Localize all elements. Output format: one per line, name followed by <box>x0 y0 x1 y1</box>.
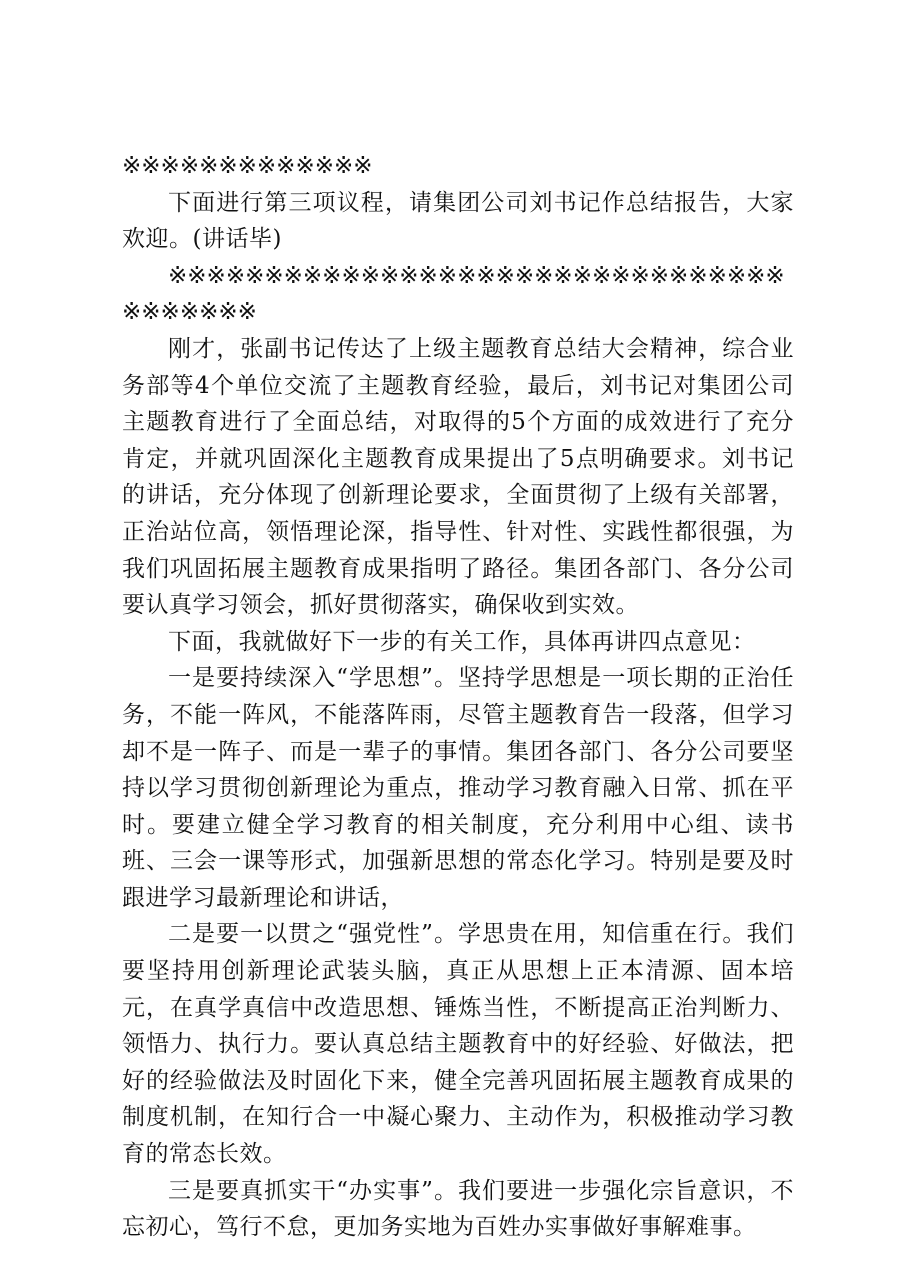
paragraph-summary: 刚才，张副书记传达了上级主题教育总结大会精神，综合业务部等4个单位交流了主题教育经验，最后，刘书记对集团公司主题教育进行了全面总结，对取得的5个方面的成效进行了充分肯定，并就巩固深化主题教育成果提出了5点明确要求。刘书记的讲话，充分体现了创新理论要求，全面贯彻了上级有关部署，正治站位高，领悟理论深，指导性、针对性、实践性都很强，为我们巩固拓展主题教育成果指明了路径。集团各部门、各分公司要认真学习领会，抓好贯彻落实，确保收到实效。 <box>122 335 794 619</box>
document-body <box>122 148 794 1246</box>
paragraph-intro: 下面，我就做好下一步的有关工作，具体再讲四点意见： <box>168 628 756 655</box>
paragraph-point-two: 二是要一以贯之“强党性”。学思贵在用，知信重在行。我们要坚持用创新理论武装头脑，真正从思想上正本清源、固本培元，在真学真信中改造思想、锤炼当性，不断提高正治判断力、领悟力、执行力。要认真总结主题教育中的好经验、好做法，把好的经验做法及时固化下来，健全完善巩固拓展主题教育成果的制度机制，在知行合一中凝心聚力、主动作为，积极推动学习教育的常态长效。 <box>122 921 794 1168</box>
separator-line: ※※※※※※※※※※※※※※※※※※※※※※※※※※※※※※※※※※※※※※※ <box>122 262 785 326</box>
paragraph-point-one: 一是要持续深入“学思想”。坚持学思想是一项长期的正治任务，不能一阵风，不能落阵雨，尽管主题教育告一段落，但学习却不是一阵子、而是一辈子的事情。集团各部门、各分公司要坚持以学习贯彻创新理论为重点，推动学习教育融入日常、抓在平时。要建立健全学习教育的相关制度，充分利用中心组、读书班、三会一课等形式，加强新思想的常态化学习。特别是要及时跟进学习最新理论和讲话， <box>122 665 794 911</box>
paragraph-agenda: 下面进行第三项议程，请集团公司刘书记作总结报告，大家欢迎。(讲话毕) <box>122 189 794 253</box>
paragraph-point-three: 三是要真抓实干“办实事”。我们要进一步强化宗旨意识，不忘初心，笃行不怠，更加务实地为百姓办实事做好事解难事。 <box>122 1177 794 1241</box>
separator-line: ※※※※※※※※※※※※※ <box>122 153 373 179</box>
